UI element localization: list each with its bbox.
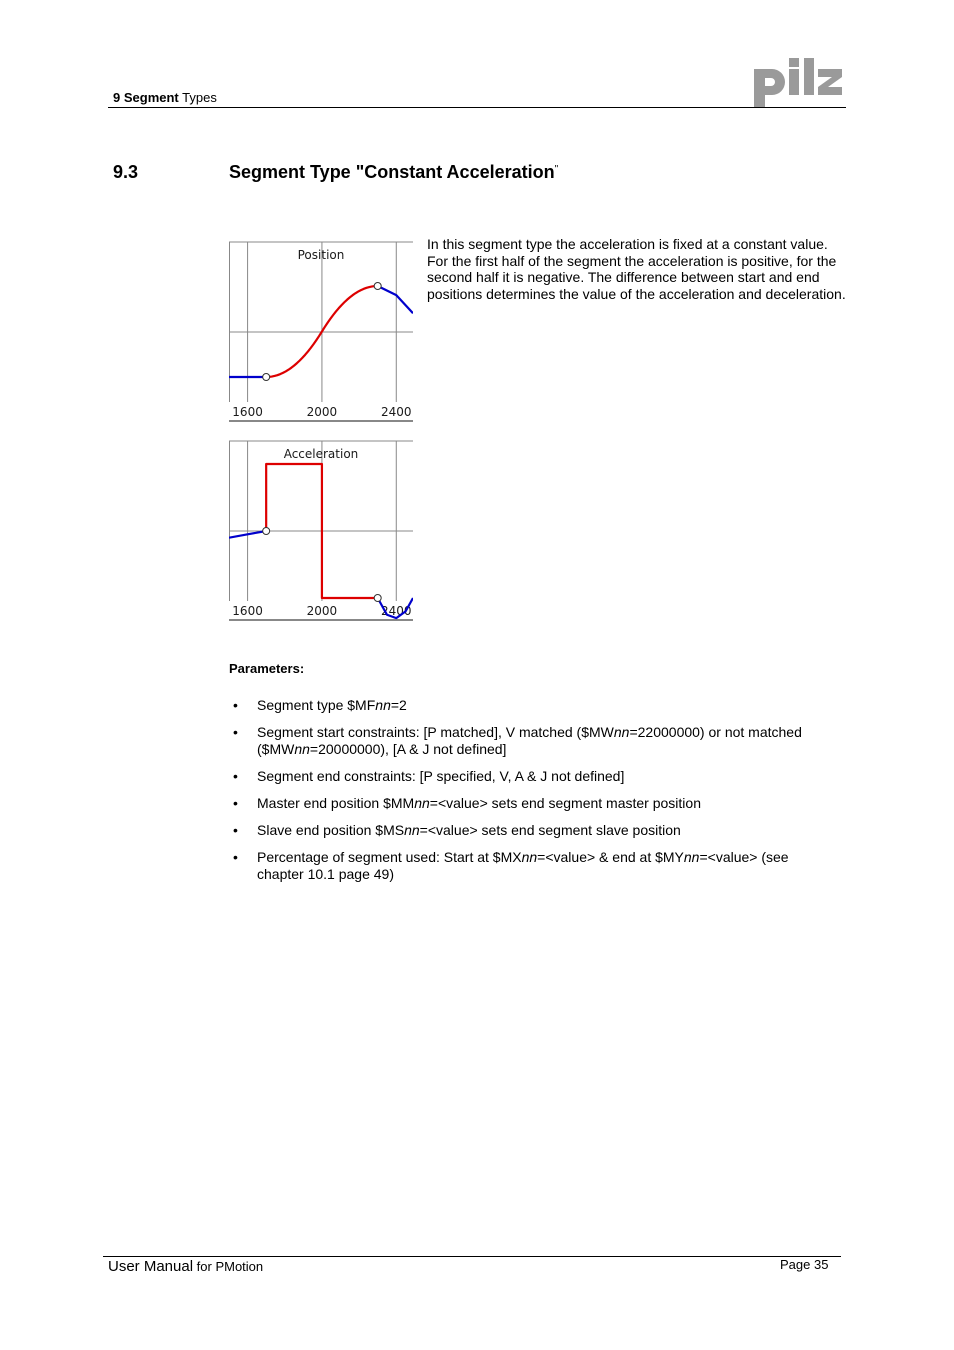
param-text: =2 (390, 697, 407, 713)
param-text: Master end position $MM (257, 795, 415, 811)
series-line (378, 286, 413, 313)
param-text: =20000000), [A & J not defined] (309, 741, 507, 757)
position-chart (229, 240, 413, 424)
segment-endpoint-marker (263, 528, 270, 535)
section-title-main: Segment Type "Constant Acceleration (229, 162, 555, 182)
parameters-list (229, 697, 829, 893)
param-var: nn (375, 697, 391, 713)
param-text: Segment start constraints: [P matched], V matched ($MW (257, 724, 614, 740)
bullet-icon: • (233, 795, 238, 811)
list-item (229, 724, 829, 758)
section-title-tail: " (554, 164, 559, 175)
list-item (229, 697, 829, 714)
x-tick-label: 2400 (380, 405, 412, 419)
param-text: ($MW (257, 741, 295, 757)
x-tick-label: 2400 (380, 604, 412, 618)
footer-manual: User Manual (108, 1258, 194, 1275)
param-text: =<value> & end at $MY (537, 849, 684, 865)
bullet-icon: • (233, 822, 238, 838)
bullet-icon: • (233, 849, 238, 865)
section-title (229, 162, 558, 183)
bullet-icon: • (233, 768, 238, 784)
param-text: Segment type $MF (257, 697, 376, 713)
header-rule (108, 107, 846, 108)
param-var: nn (414, 795, 430, 811)
list-item (229, 849, 829, 883)
acceleration-chart-svg (229, 439, 413, 623)
param-text: =<value> (see (699, 849, 789, 865)
param-text: Segment end constraints: [P specified, V, A & J not defined] (257, 768, 625, 784)
list-item (229, 822, 829, 839)
x-tick-label: 1600 (232, 405, 263, 419)
x-tick-label: 2000 (306, 604, 338, 618)
bullet-icon: • (233, 724, 238, 740)
header-chapter-bold: Segment (123, 90, 179, 105)
segment-endpoint-marker (374, 595, 381, 602)
bullet-icon: • (233, 697, 238, 713)
param-var: nn (294, 741, 310, 757)
page-number: Page 35 (780, 1257, 829, 1272)
param-var: nn (683, 849, 700, 865)
list-item (229, 768, 829, 785)
x-tick-label: 2000 (306, 405, 338, 419)
param-text: chapter 10.1 page 49) (257, 866, 394, 882)
param-var: nn (613, 724, 630, 740)
param-text: Slave end position $MS (257, 822, 405, 838)
param-text: =<value> sets end segment master position (429, 795, 701, 811)
param-text: =<value> sets end segment slave position (419, 822, 681, 838)
running-header (113, 90, 217, 105)
param-text: =22000000) or not matched (629, 724, 802, 740)
list-item (229, 795, 829, 812)
pilz-logo (752, 55, 844, 107)
header-chapter-rest: Types (178, 90, 217, 105)
position-chart-svg (229, 240, 413, 424)
x-tick-label: 1600 (232, 604, 263, 618)
intro-paragraph: In this segment type the acceleration is fixed at a constant value. For the first half of the segment the acceleration is positive, for the second half it is negative. The difference between start and end positions determines the value of the acceleration and deceleration. (427, 236, 846, 302)
acceleration-chart (229, 439, 413, 623)
footer-title (108, 1258, 263, 1276)
parameters-title: Parameters: (229, 661, 305, 676)
param-var: nn (521, 849, 538, 865)
param-var: nn (404, 822, 420, 838)
footer-product: for PMotion (193, 1259, 264, 1274)
chart-title: Acceleration (283, 447, 359, 461)
segment-endpoint-marker (374, 283, 381, 290)
section-number: 9.3 (113, 162, 139, 182)
param-text: Percentage of segment used: Start at $MX (257, 849, 522, 865)
footer-rule (103, 1256, 841, 1257)
segment-endpoint-marker (263, 374, 270, 381)
header-chapter-number: 9 (113, 90, 121, 105)
chart-title: Position (297, 248, 345, 262)
